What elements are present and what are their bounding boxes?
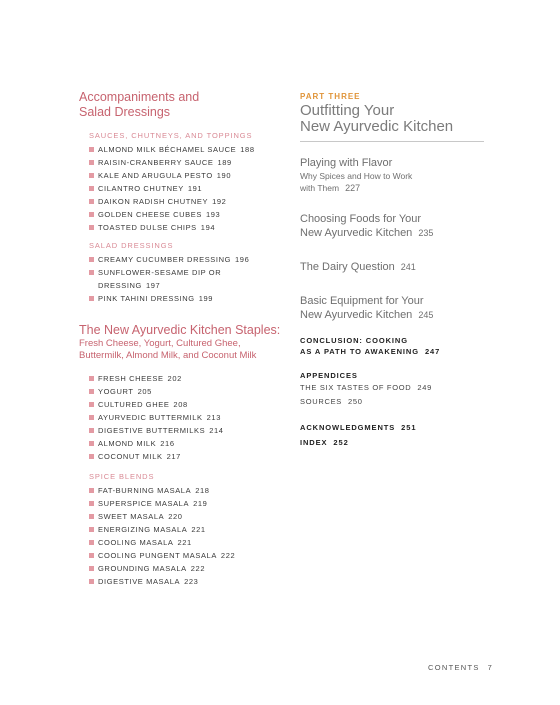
chapter-dairy-question: The Dairy Question 241 (300, 261, 416, 273)
conclusion-entry: CONCLUSION: COOKING AS A PATH TO AWAKENING 247 (300, 336, 441, 356)
list-item: CILANTRO CHUTNEY 191 (89, 182, 294, 195)
group-heading: SALAD DRESSINGS (89, 241, 174, 250)
list-item: COCONUT MILK 217 (89, 450, 294, 463)
list-item: ALMOND MILK BÉCHAMEL SAUCE 188 (89, 143, 294, 156)
list-item: KALE AND ARUGULA PESTO 190 (89, 169, 294, 182)
list-item: SUPERSPICE MASALA 219 (89, 497, 294, 510)
section-title: Accompaniments and Salad Dressings (79, 90, 200, 119)
appendices-section: APPENDICES THE SIX TASTES OF FOOD 249 SOURCES 250 (300, 370, 486, 409)
group-sauces (89, 131, 294, 234)
list-item: PINK TAHINI DRESSING 199 (89, 292, 294, 305)
list-item: DAIKON RADISH CHUTNEY 192 (89, 195, 294, 208)
page-number: 7 (487, 663, 494, 672)
list-item: RAISIN-CRANBERRY SAUCE 189 (89, 156, 294, 169)
list-item: FRESH CHEESE 202 (89, 372, 294, 385)
list-item: ENERGIZING MASALA 221 (89, 523, 294, 536)
left-column (79, 90, 294, 588)
acknowledgments-entry: ACKNOWLEDGMENTS 251 (300, 423, 417, 432)
part-label: PART THREE (300, 92, 361, 101)
list-item: SOURCES 250 (300, 397, 363, 406)
right-column (300, 92, 486, 448)
index-entry: INDEX 252 (300, 438, 349, 447)
section-subtitle: Fresh Cheese, Yogurt, Cultured Ghee, Buttermilk, Almond Milk, and Coconut Milk (79, 338, 257, 361)
list-item: TOASTED DULSE CHIPS 194 (89, 221, 294, 234)
group-heading: SAUCES, CHUTNEYS, AND TOPPINGS (89, 131, 253, 140)
list-item: DIGESTIVE MASALA 223 (89, 575, 294, 588)
list-item: COOLING MASALA 221 (89, 536, 294, 549)
list-item: SUNFLOWER-SESAME DIP OR DRESSING 197 (89, 266, 294, 292)
list-item: COOLING PUNGENT MASALA 222 (89, 549, 294, 562)
part-title: Outfitting Your New Ayurvedic Kitchen (300, 102, 454, 135)
list-item: AYURVEDIC BUTTERMILK 213 (89, 411, 294, 424)
list-item: CREAMY CUCUMBER DRESSING 196 (89, 253, 294, 266)
group-spice-blends (89, 472, 294, 588)
footer-label: CONTENTS (428, 663, 480, 672)
group-staples (89, 372, 294, 463)
section-accompaniments (79, 90, 294, 305)
chapter-playing-with-flavor: Playing with Flavor Why Spices and How to Work with Them 227 (300, 157, 413, 193)
page-footer (428, 663, 493, 672)
list-item: DIGESTIVE BUTTERMILKS 214 (89, 424, 294, 437)
section-staples (79, 323, 294, 588)
list-item: CULTURED GHEE 208 (89, 398, 294, 411)
list-item: YOGURT 205 (89, 385, 294, 398)
section-title: The New Ayurvedic Kitchen Staples: (79, 323, 281, 337)
group-dressings (89, 241, 294, 305)
list-item: FAT-BURNING MASALA 218 (89, 484, 294, 497)
list-item: SWEET MASALA 220 (89, 510, 294, 523)
chapter-basic-equipment: Basic Equipment for Your New Ayurvedic Kitchen 245 (300, 295, 434, 321)
list-item: GOLDEN CHEESE CUBES 193 (89, 208, 294, 221)
list-item: THE SIX TASTES OF FOOD 249 (300, 383, 433, 392)
group-heading: SPICE BLENDS (89, 472, 155, 481)
divider (300, 141, 484, 142)
chapter-choosing-foods: Choosing Foods for Your New Ayurvedic Kitchen 235 (300, 213, 434, 239)
list-item: GROUNDING MASALA 222 (89, 562, 294, 575)
list-item: ALMOND MILK 216 (89, 437, 294, 450)
